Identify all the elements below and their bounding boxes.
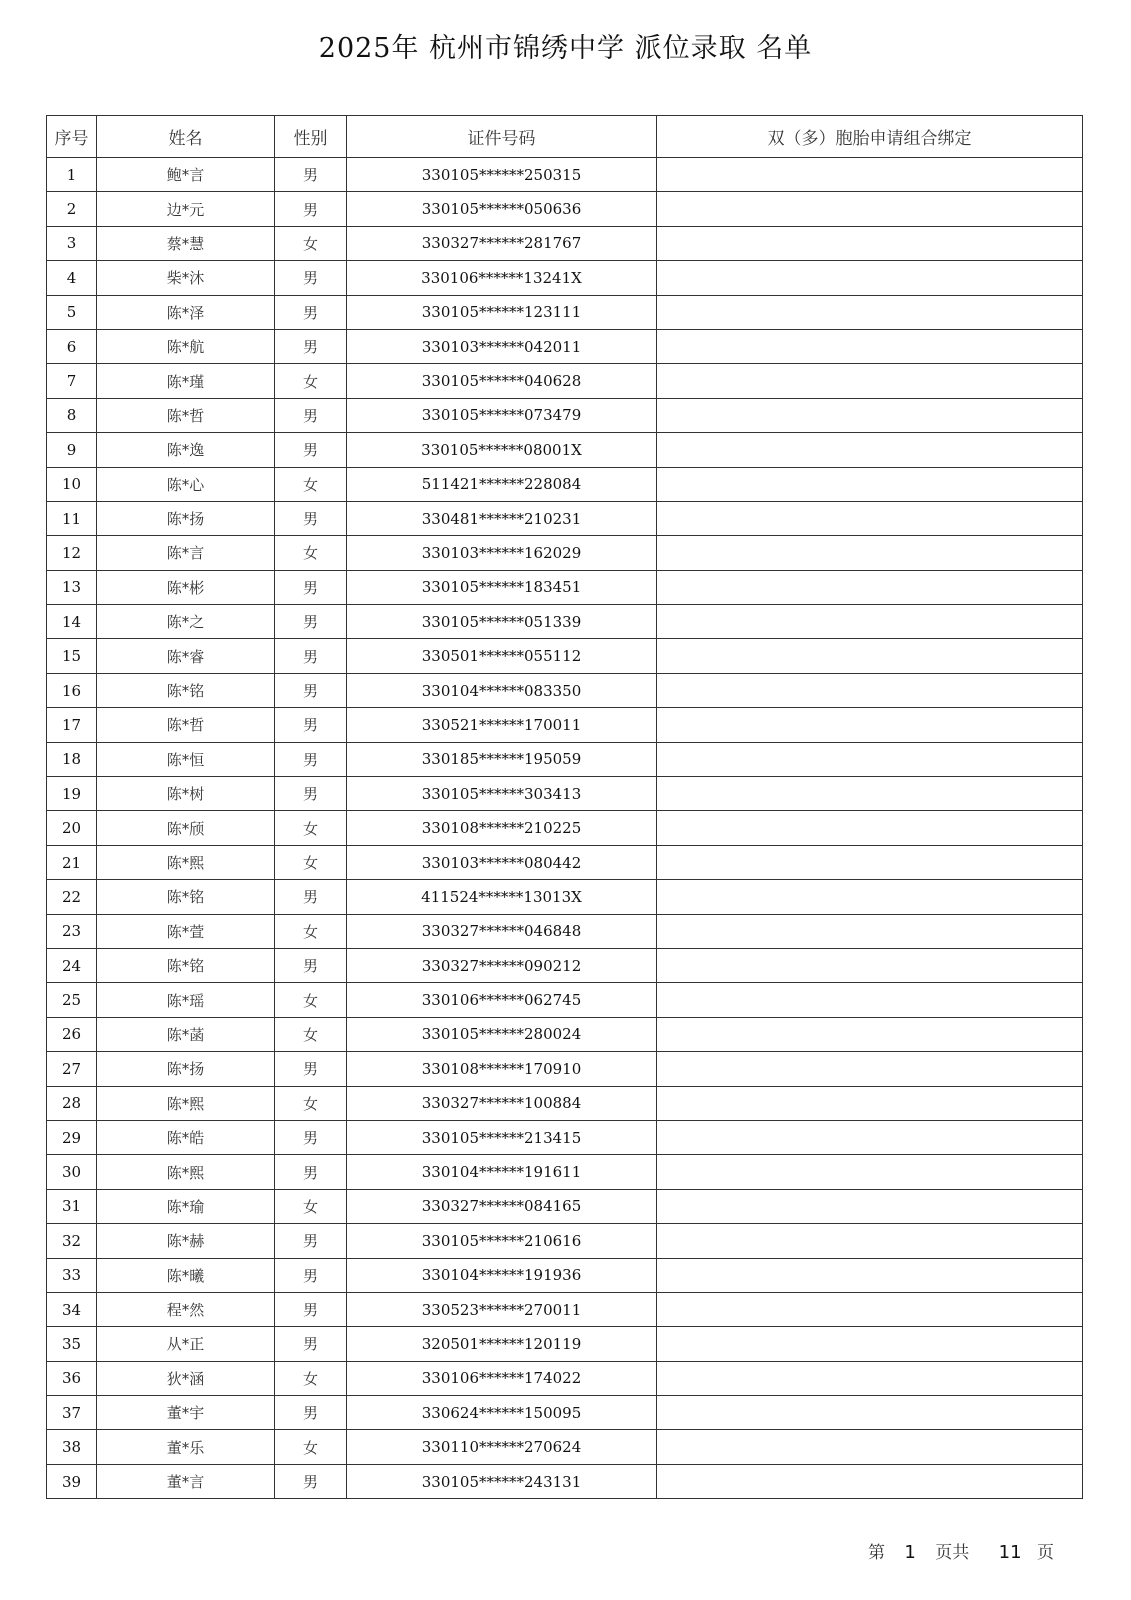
cell-gender: 女	[275, 364, 347, 398]
cell-name: 鲍*言	[97, 158, 275, 192]
table-row	[47, 1120, 1083, 1154]
table-row	[47, 605, 1083, 639]
cell-id-number: 330108******170910	[347, 1052, 657, 1086]
cell-name: 陈*航	[97, 329, 275, 363]
header-twins-binding: 双（多）胞胎申请组合绑定	[657, 116, 1083, 158]
cell-index: 36	[47, 1361, 97, 1395]
cell-twins-binding	[657, 1327, 1083, 1361]
table-row	[47, 1430, 1083, 1464]
cell-twins-binding	[657, 1292, 1083, 1326]
table-row	[47, 433, 1083, 467]
table-row	[47, 226, 1083, 260]
cell-name: 陈*萱	[97, 914, 275, 948]
table-row	[47, 777, 1083, 811]
cell-name: 陈*彬	[97, 570, 275, 604]
table-row	[47, 501, 1083, 535]
cell-gender: 男	[275, 570, 347, 604]
cell-index: 30	[47, 1155, 97, 1189]
cell-gender: 男	[275, 948, 347, 982]
cell-name: 边*元	[97, 192, 275, 226]
cell-gender: 女	[275, 1361, 347, 1395]
page-middle: 页共	[935, 1543, 970, 1563]
cell-id-number: 330105******040628	[347, 364, 657, 398]
cell-id-number: 330105******303413	[347, 777, 657, 811]
cell-gender: 男	[275, 880, 347, 914]
cell-id-number: 330105******243131	[347, 1464, 657, 1498]
table-row	[47, 261, 1083, 295]
cell-name: 陈*熙	[97, 1086, 275, 1120]
cell-name: 陈*树	[97, 777, 275, 811]
cell-name: 狄*涵	[97, 1361, 275, 1395]
cell-gender: 女	[275, 1430, 347, 1464]
cell-index: 39	[47, 1464, 97, 1498]
cell-name: 陈*哲	[97, 708, 275, 742]
cell-gender: 男	[275, 777, 347, 811]
cell-gender: 男	[275, 1224, 347, 1258]
cell-gender: 女	[275, 811, 347, 845]
table-row	[47, 1086, 1083, 1120]
cell-id-number: 330104******191611	[347, 1155, 657, 1189]
cell-gender: 男	[275, 673, 347, 707]
cell-name: 柴*沐	[97, 261, 275, 295]
cell-twins-binding	[657, 948, 1083, 982]
cell-id-number: 330105******250315	[347, 158, 657, 192]
cell-gender: 女	[275, 845, 347, 879]
cell-index: 31	[47, 1189, 97, 1223]
cell-gender: 男	[275, 1464, 347, 1498]
table-row	[47, 914, 1083, 948]
table-row	[47, 673, 1083, 707]
cell-twins-binding	[657, 673, 1083, 707]
cell-name: 陈*言	[97, 536, 275, 570]
table-row	[47, 1292, 1083, 1326]
cell-index: 4	[47, 261, 97, 295]
cell-name: 陈*瑜	[97, 1189, 275, 1223]
cell-name: 董*言	[97, 1464, 275, 1498]
cell-twins-binding	[657, 914, 1083, 948]
cell-index: 29	[47, 1120, 97, 1154]
cell-id-number: 320501******120119	[347, 1327, 657, 1361]
cell-name: 程*然	[97, 1292, 275, 1326]
cell-name: 陈*恒	[97, 742, 275, 776]
header-gender: 性别	[275, 116, 347, 158]
cell-index: 20	[47, 811, 97, 845]
cell-twins-binding	[657, 261, 1083, 295]
cell-name: 陈*曦	[97, 1258, 275, 1292]
cell-twins-binding	[657, 467, 1083, 501]
cell-name: 陈*瑾	[97, 364, 275, 398]
cell-gender: 女	[275, 914, 347, 948]
table-row	[47, 742, 1083, 776]
cell-gender: 男	[275, 1120, 347, 1154]
table-row	[47, 1396, 1083, 1430]
cell-id-number: 330106******13241X	[347, 261, 657, 295]
cell-gender: 男	[275, 192, 347, 226]
cell-gender: 男	[275, 605, 347, 639]
cell-index: 33	[47, 1258, 97, 1292]
table-header-row	[47, 116, 1083, 158]
cell-twins-binding	[657, 226, 1083, 260]
cell-gender: 女	[275, 1017, 347, 1051]
cell-index: 12	[47, 536, 97, 570]
table-row	[47, 948, 1083, 982]
table-row	[47, 1327, 1083, 1361]
cell-name: 蔡*慧	[97, 226, 275, 260]
cell-twins-binding	[657, 570, 1083, 604]
cell-twins-binding	[657, 192, 1083, 226]
cell-index: 3	[47, 226, 97, 260]
cell-index: 26	[47, 1017, 97, 1051]
cell-id-number: 330105******051339	[347, 605, 657, 639]
cell-twins-binding	[657, 605, 1083, 639]
cell-id-number: 330185******195059	[347, 742, 657, 776]
cell-name: 董*宇	[97, 1396, 275, 1430]
cell-twins-binding	[657, 983, 1083, 1017]
cell-id-number: 330105******280024	[347, 1017, 657, 1051]
cell-twins-binding	[657, 364, 1083, 398]
cell-index: 23	[47, 914, 97, 948]
cell-index: 9	[47, 433, 97, 467]
table-row	[47, 880, 1083, 914]
cell-gender: 男	[275, 742, 347, 776]
cell-gender: 女	[275, 467, 347, 501]
cell-index: 16	[47, 673, 97, 707]
page-current: 1	[904, 1542, 916, 1563]
cell-twins-binding	[657, 433, 1083, 467]
table-row	[47, 1361, 1083, 1395]
cell-gender: 男	[275, 398, 347, 432]
cell-index: 18	[47, 742, 97, 776]
cell-index: 13	[47, 570, 97, 604]
table-row	[47, 1258, 1083, 1292]
cell-gender: 男	[275, 708, 347, 742]
cell-gender: 男	[275, 329, 347, 363]
table-row	[47, 845, 1083, 879]
cell-name: 陈*逸	[97, 433, 275, 467]
cell-id-number: 330327******046848	[347, 914, 657, 948]
cell-twins-binding	[657, 1258, 1083, 1292]
cell-gender: 男	[275, 639, 347, 673]
cell-twins-binding	[657, 295, 1083, 329]
table-row	[47, 1052, 1083, 1086]
cell-index: 5	[47, 295, 97, 329]
table-row	[47, 1189, 1083, 1223]
cell-gender: 男	[275, 1396, 347, 1430]
cell-id-number: 330105******183451	[347, 570, 657, 604]
table-row	[47, 158, 1083, 192]
cell-twins-binding	[657, 777, 1083, 811]
cell-twins-binding	[657, 1017, 1083, 1051]
cell-id-number: 330105******08001X	[347, 433, 657, 467]
cell-id-number: 330105******210616	[347, 1224, 657, 1258]
cell-gender: 女	[275, 1086, 347, 1120]
header-id-number: 证件号码	[347, 116, 657, 158]
cell-name: 陈*熙	[97, 1155, 275, 1189]
cell-gender: 男	[275, 261, 347, 295]
cell-index: 24	[47, 948, 97, 982]
page-title: 2025年 杭州市锦绣中学 派位录取 名单	[318, 33, 813, 64]
cell-index: 2	[47, 192, 97, 226]
cell-twins-binding	[657, 1430, 1083, 1464]
cell-name: 陈*皓	[97, 1120, 275, 1154]
cell-index: 32	[47, 1224, 97, 1258]
cell-id-number: 330103******042011	[347, 329, 657, 363]
cell-name: 陈*赫	[97, 1224, 275, 1258]
cell-id-number: 330327******090212	[347, 948, 657, 982]
cell-id-number: 330104******191936	[347, 1258, 657, 1292]
cell-twins-binding	[657, 1464, 1083, 1498]
cell-index: 27	[47, 1052, 97, 1086]
cell-index: 25	[47, 983, 97, 1017]
cell-id-number: 511421******228084	[347, 467, 657, 501]
cell-name: 陈*颀	[97, 811, 275, 845]
cell-twins-binding	[657, 1086, 1083, 1120]
cell-twins-binding	[657, 880, 1083, 914]
cell-id-number: 330105******213415	[347, 1120, 657, 1154]
cell-name: 从*正	[97, 1327, 275, 1361]
cell-name: 陈*铭	[97, 880, 275, 914]
cell-id-number: 330501******055112	[347, 639, 657, 673]
table-row	[47, 639, 1083, 673]
cell-gender: 男	[275, 1292, 347, 1326]
cell-id-number: 330110******270624	[347, 1430, 657, 1464]
cell-twins-binding	[657, 158, 1083, 192]
table-row	[47, 398, 1083, 432]
cell-name: 陈*泽	[97, 295, 275, 329]
cell-name: 陈*熙	[97, 845, 275, 879]
table-row	[47, 1155, 1083, 1189]
cell-twins-binding	[657, 1189, 1083, 1223]
cell-index: 21	[47, 845, 97, 879]
header-name: 姓名	[97, 116, 275, 158]
cell-twins-binding	[657, 1120, 1083, 1154]
cell-id-number: 330106******174022	[347, 1361, 657, 1395]
page-suffix: 页	[1036, 1543, 1054, 1563]
cell-id-number: 330103******162029	[347, 536, 657, 570]
cell-id-number: 330521******170011	[347, 708, 657, 742]
cell-id-number: 330104******083350	[347, 673, 657, 707]
cell-index: 37	[47, 1396, 97, 1430]
cell-gender: 男	[275, 158, 347, 192]
cell-twins-binding	[657, 639, 1083, 673]
cell-name: 陈*睿	[97, 639, 275, 673]
table-row	[47, 467, 1083, 501]
cell-twins-binding	[657, 398, 1083, 432]
table-row	[47, 364, 1083, 398]
cell-id-number: 330105******123111	[347, 295, 657, 329]
table-row	[47, 536, 1083, 570]
table-row	[47, 811, 1083, 845]
cell-twins-binding	[657, 536, 1083, 570]
cell-index: 1	[47, 158, 97, 192]
cell-index: 38	[47, 1430, 97, 1464]
cell-name: 陈*之	[97, 605, 275, 639]
page-prefix: 第	[868, 1543, 885, 1563]
cell-twins-binding	[657, 329, 1083, 363]
header-index: 序号	[47, 116, 97, 158]
cell-gender: 女	[275, 226, 347, 260]
cell-id-number: 330624******150095	[347, 1396, 657, 1430]
cell-index: 17	[47, 708, 97, 742]
cell-gender: 男	[275, 295, 347, 329]
cell-id-number: 411524******13013X	[347, 880, 657, 914]
page-total: 11	[998, 1542, 1022, 1563]
cell-twins-binding	[657, 1361, 1083, 1395]
cell-index: 10	[47, 467, 97, 501]
cell-name: 陈*扬	[97, 501, 275, 535]
cell-name: 陈*铭	[97, 673, 275, 707]
cell-name: 陈*心	[97, 467, 275, 501]
admission-table	[46, 115, 1083, 1499]
cell-gender: 女	[275, 1189, 347, 1223]
cell-gender: 男	[275, 433, 347, 467]
cell-name: 陈*扬	[97, 1052, 275, 1086]
cell-name: 董*乐	[97, 1430, 275, 1464]
cell-gender: 男	[275, 1258, 347, 1292]
cell-name: 陈*哲	[97, 398, 275, 432]
cell-gender: 男	[275, 1052, 347, 1086]
cell-index: 28	[47, 1086, 97, 1120]
cell-index: 7	[47, 364, 97, 398]
table-row	[47, 192, 1083, 226]
cell-index: 34	[47, 1292, 97, 1326]
cell-id-number: 330523******270011	[347, 1292, 657, 1326]
cell-index: 11	[47, 501, 97, 535]
table-row	[47, 295, 1083, 329]
table-row	[47, 1224, 1083, 1258]
cell-index: 22	[47, 880, 97, 914]
cell-id-number: 330327******084165	[347, 1189, 657, 1223]
cell-id-number: 330108******210225	[347, 811, 657, 845]
table-body	[47, 158, 1083, 1499]
cell-id-number: 330481******210231	[347, 501, 657, 535]
cell-id-number: 330105******050636	[347, 192, 657, 226]
cell-index: 6	[47, 329, 97, 363]
table-row	[47, 570, 1083, 604]
cell-index: 14	[47, 605, 97, 639]
table-row	[47, 329, 1083, 363]
cell-gender: 男	[275, 1327, 347, 1361]
cell-index: 35	[47, 1327, 97, 1361]
cell-name: 陈*铭	[97, 948, 275, 982]
table-row	[47, 708, 1083, 742]
cell-id-number: 330105******073479	[347, 398, 657, 432]
cell-index: 8	[47, 398, 97, 432]
cell-index: 15	[47, 639, 97, 673]
cell-twins-binding	[657, 708, 1083, 742]
cell-gender: 男	[275, 501, 347, 535]
table-row	[47, 1464, 1083, 1498]
cell-name: 陈*瑶	[97, 983, 275, 1017]
page-footer	[868, 1538, 1054, 1563]
cell-name: 陈*菡	[97, 1017, 275, 1051]
cell-twins-binding	[657, 845, 1083, 879]
cell-id-number: 330106******062745	[347, 983, 657, 1017]
cell-index: 19	[47, 777, 97, 811]
cell-twins-binding	[657, 742, 1083, 776]
table-row	[47, 983, 1083, 1017]
cell-gender: 女	[275, 983, 347, 1017]
table-row	[47, 1017, 1083, 1051]
cell-twins-binding	[657, 1052, 1083, 1086]
cell-gender: 男	[275, 1155, 347, 1189]
cell-id-number: 330327******281767	[347, 226, 657, 260]
cell-twins-binding	[657, 501, 1083, 535]
cell-twins-binding	[657, 1155, 1083, 1189]
cell-twins-binding	[657, 1224, 1083, 1258]
cell-gender: 女	[275, 536, 347, 570]
cell-id-number: 330103******080442	[347, 845, 657, 879]
cell-id-number: 330327******100884	[347, 1086, 657, 1120]
cell-twins-binding	[657, 1396, 1083, 1430]
cell-twins-binding	[657, 811, 1083, 845]
